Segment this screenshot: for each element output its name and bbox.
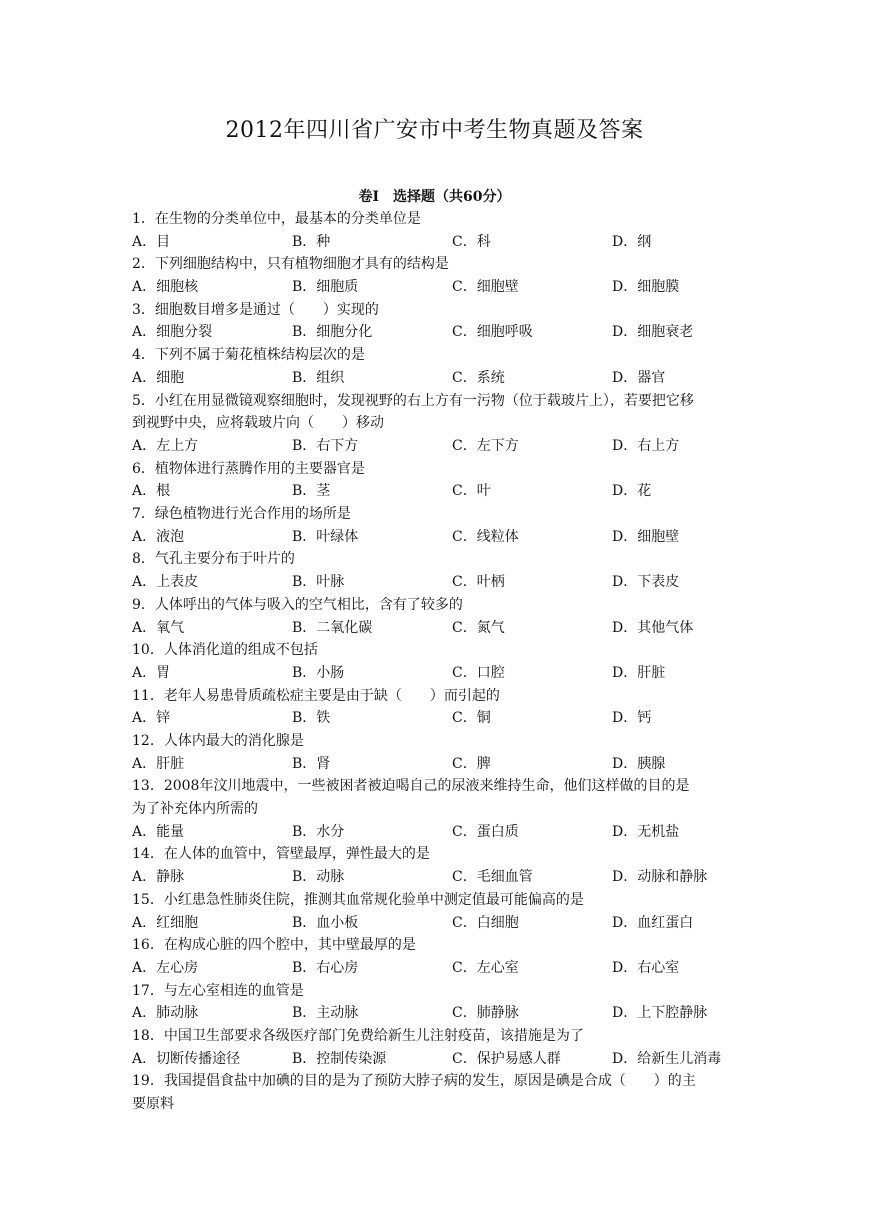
question-item — [132, 594, 742, 639]
options-row — [132, 753, 742, 776]
answer-option: D．细胞膜 — [612, 279, 680, 296]
answer-option: D．纲 — [612, 233, 652, 250]
question-item — [132, 208, 742, 253]
question-item — [132, 253, 742, 298]
answer-option: B．水分 — [292, 823, 345, 840]
question-stem-line: 18．中国卫生部要求各级医疗部门免费给新生儿注射疫苗，该措施是为了 — [132, 1028, 584, 1045]
answer-option: D．细胞壁 — [612, 528, 680, 545]
question-item — [132, 344, 742, 389]
answer-option: A．静脉 — [132, 869, 185, 886]
question-item — [132, 299, 742, 344]
answer-option: A．氧气 — [132, 619, 185, 636]
answer-option: A．肝脏 — [132, 755, 185, 772]
answer-option: A．根 — [132, 483, 171, 500]
answer-option: C．左下方 — [452, 437, 519, 454]
answer-option: A．切断传播途径 — [132, 1050, 241, 1067]
question-stem-line: 13．2008年汶川地震中，一些被困者被迫喝自己的尿液来维持生命，他们这样做的目的是 — [132, 778, 690, 795]
question-item — [132, 390, 742, 458]
answer-option: B．叶脉 — [292, 574, 345, 591]
answer-option: B．血小板 — [292, 914, 359, 931]
answer-option: B．右心房 — [292, 959, 359, 976]
answer-option: B．主动脉 — [292, 1005, 359, 1022]
question-stem-line: 19．我国提倡食盐中加碘的目的是为了预防大脖子病的发生，原因是碘是合成（ ）的主 — [132, 1073, 696, 1090]
question-item — [132, 775, 742, 843]
answer-option: D．右心室 — [612, 959, 680, 976]
question-stem-line: 11．老年人易患骨质疏松症主要是由于缺（ ）而引起的 — [132, 687, 500, 704]
question-item — [132, 458, 742, 503]
answer-option: C．铜 — [452, 710, 491, 727]
question-stem-line: 1．在生物的分类单位中，最基本的分类单位是 — [132, 211, 421, 227]
answer-option: B．二氧化碳 — [292, 619, 373, 636]
answer-option: A．胃 — [132, 664, 171, 681]
question-item — [132, 503, 742, 548]
options-row — [132, 1048, 742, 1071]
question-stem-line: 14．在人体的血管中，管壁最厚，弹性最大的是 — [132, 846, 430, 863]
answer-option: A．红细胞 — [132, 914, 199, 931]
answer-option: B．细胞分化 — [292, 324, 373, 341]
question-stem-line: 5．小红在用显微镜观察细胞时，发现视野的右上方有一污物（位于载玻片上），若要把它移 — [132, 392, 694, 409]
answer-option: D．细胞衰老 — [612, 324, 694, 341]
answer-option: D．钙 — [612, 710, 652, 727]
answer-option: C．叶 — [452, 483, 491, 500]
answer-option: A．细胞 — [132, 369, 185, 386]
answer-option: A．左心房 — [132, 959, 199, 976]
options-row — [132, 231, 742, 254]
question-stem-line: 15．小红患急性肺炎住院，推测其血常规化验单中测定值最可能偏高的是 — [132, 891, 584, 908]
answer-option: A．上表皮 — [132, 574, 199, 591]
options-row — [132, 571, 742, 594]
question-stem-line: 2．下列细胞结构中，只有植物细胞才具有的结构是 — [132, 256, 449, 273]
answer-option: A．目 — [132, 233, 171, 250]
question-stem-line: 9．人体呼出的气体与吸入的空气相比，含有了较多的 — [132, 596, 463, 613]
answer-option: C．脾 — [452, 755, 491, 772]
answer-option: D．动脉和静脉 — [612, 869, 708, 886]
answer-option: A．能量 — [132, 823, 185, 840]
question-stem-line: 6．植物体进行蒸腾作用的主要器官是 — [132, 460, 365, 477]
page-title: 2012年四川省广安市中考生物真题及答案 — [225, 118, 644, 143]
question-stem-line: 要原料 — [132, 1096, 174, 1113]
answer-option: D．花 — [612, 483, 652, 500]
answer-option: C．科 — [452, 233, 491, 250]
answer-option: A．液泡 — [132, 528, 185, 545]
answer-option: A．左上方 — [132, 437, 199, 454]
question-stem-line: 到视野中央，应将载玻片向（ ）移动 — [132, 415, 384, 432]
answer-option: B．小肠 — [292, 664, 345, 681]
answer-option: C．保护易感人群 — [452, 1050, 561, 1067]
question-item — [132, 685, 742, 730]
options-row — [132, 957, 742, 980]
answer-option: C．肺静脉 — [452, 1005, 519, 1022]
answer-option: B．铁 — [292, 710, 331, 727]
answer-option: B．组织 — [292, 369, 345, 386]
answer-option: C．蛋白质 — [452, 823, 519, 840]
answer-option: B．茎 — [292, 483, 331, 500]
answer-option: C．毛细血管 — [452, 869, 533, 886]
answer-option: C．线粒体 — [452, 528, 519, 545]
answer-option: B．右下方 — [292, 437, 359, 454]
answer-option: C．氮气 — [452, 619, 505, 636]
answer-option: D．血红蛋白 — [612, 914, 694, 931]
answer-option: B．动脉 — [292, 869, 345, 886]
options-row — [132, 435, 742, 458]
options-row — [132, 321, 742, 344]
answer-option: A．肺动脉 — [132, 1005, 199, 1022]
question-stem-line: 12．人体内最大的消化腺是 — [132, 733, 304, 749]
answer-option: B．叶绿体 — [292, 528, 359, 545]
question-stem-line: 3．细胞数目增多是通过（ ）实现的 — [132, 301, 379, 318]
answer-option: C．叶柄 — [452, 574, 505, 591]
options-row — [132, 662, 742, 685]
question-stem-line: 为了补充体内所需的 — [132, 801, 258, 818]
options-row — [132, 367, 742, 390]
options-row — [132, 617, 742, 640]
question-stem-line: 10．人体消化道的组成不包括 — [132, 642, 318, 659]
options-row — [132, 821, 742, 844]
answer-option: D．其他气体 — [612, 619, 694, 636]
question-stem-line: 7．绿色植物进行光合作用的场所是 — [132, 506, 351, 523]
question-item — [132, 639, 742, 684]
answer-option: B．控制传染源 — [292, 1050, 387, 1067]
answer-option: C．白细胞 — [452, 914, 519, 931]
question-stem-line: 4．下列不属于菊花植株结构层次的是 — [132, 347, 365, 364]
question-item — [132, 843, 742, 888]
question-item — [132, 730, 742, 775]
answer-option: D．上下腔静脉 — [612, 1005, 708, 1022]
options-row — [132, 480, 742, 503]
answer-option: B．种 — [292, 233, 331, 250]
answer-option: C．左心室 — [452, 959, 519, 976]
section-heading: 卷Ⅰ 选择题（共60分） — [358, 189, 511, 205]
answer-option: D．胰腺 — [612, 755, 666, 772]
question-stem-line: 16．在构成心脏的四个腔中，其中壁最厚的是 — [132, 937, 416, 954]
options-row — [132, 866, 742, 889]
options-row — [132, 526, 742, 549]
answer-option: C．口腔 — [452, 664, 505, 681]
answer-option: D．无机盐 — [612, 823, 680, 840]
answer-option: C．系统 — [452, 369, 505, 386]
answer-option: D．给新生儿消毒 — [612, 1050, 722, 1067]
question-item — [132, 1025, 742, 1070]
answer-option: A．细胞分裂 — [132, 324, 213, 341]
question-item — [132, 1070, 742, 1115]
answer-option: B．肾 — [292, 755, 331, 772]
answer-option: A．细胞核 — [132, 279, 199, 296]
question-item — [132, 889, 742, 934]
question-item — [132, 934, 742, 979]
answer-option: D．肝脏 — [612, 664, 666, 681]
answer-option: A．锌 — [132, 710, 171, 727]
options-row — [132, 1002, 742, 1025]
options-row — [132, 912, 742, 935]
answer-option: D．右上方 — [612, 437, 680, 454]
question-stem-line: 8．气孔主要分布于叶片的 — [132, 551, 295, 568]
options-row — [132, 707, 742, 730]
answer-option: C．细胞呼吸 — [452, 324, 533, 341]
question-list — [132, 208, 742, 1116]
answer-option: B．细胞质 — [292, 279, 359, 296]
answer-option: D．下表皮 — [612, 574, 680, 591]
answer-option: C．细胞壁 — [452, 279, 519, 296]
question-item — [132, 980, 742, 1025]
question-item — [132, 548, 742, 593]
question-stem-line: 17．与左心室相连的血管是 — [132, 982, 304, 999]
options-row — [132, 276, 742, 299]
answer-option: D．器官 — [612, 369, 666, 386]
